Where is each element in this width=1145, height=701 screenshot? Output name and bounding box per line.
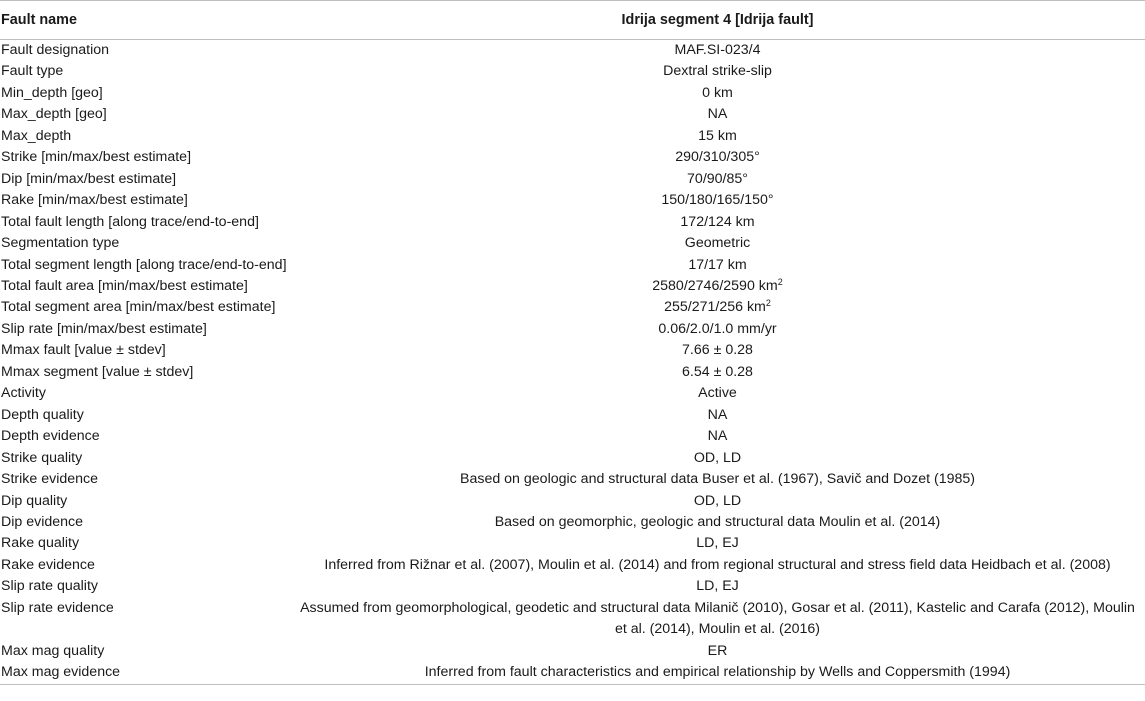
table-row [0, 340, 1145, 361]
row-key: Segmentation type [1, 235, 120, 252]
row-value-text: Based on geologic and structural data Buser et al. (1967), Savič and Dozet (1985) [460, 471, 975, 488]
table-row [0, 169, 1145, 190]
row-value-text: Geometric [684, 235, 751, 252]
row-value [290, 83, 1145, 104]
row-value [290, 576, 1145, 597]
row-value [290, 641, 1145, 662]
row-value-text: 150/180/165/150° [661, 192, 774, 209]
row-key: Rake evidence [1, 556, 95, 573]
row-value-text: 7.66 ± 0.28 [682, 342, 753, 359]
row-value [290, 362, 1145, 383]
row-value-text: NA [707, 106, 728, 123]
row-key: Rake quality [1, 535, 80, 552]
row-value-text: 15 km [698, 127, 737, 144]
row-value [290, 662, 1145, 684]
table-row [0, 555, 1145, 576]
row-key: Strike evidence [1, 471, 98, 488]
table-body [0, 40, 1145, 685]
row-value [290, 147, 1145, 168]
table-row [0, 190, 1145, 211]
table-row [0, 641, 1145, 662]
row-key: Rake [min/max/best estimate] [1, 192, 188, 209]
table-row [0, 233, 1145, 254]
row-value-text: 2580/2746/2590 km [652, 277, 778, 294]
row-key: Max_depth [geo] [1, 106, 107, 123]
row-key: Depth evidence [1, 428, 100, 445]
row-key: Depth quality [1, 406, 84, 423]
table-row [0, 362, 1145, 383]
row-value-text: Active [698, 385, 737, 402]
table-row [0, 212, 1145, 233]
row-value-text: Inferred from fault characteristics and empirical relationship by Wells and Coppersmith (1994) [424, 664, 1011, 681]
row-key: Dip quality [1, 492, 68, 509]
row-key: Slip rate evidence [1, 599, 114, 616]
table-row [0, 491, 1145, 512]
row-value [290, 40, 1145, 62]
table-row [0, 83, 1145, 104]
row-value [290, 276, 1145, 297]
table-row [0, 533, 1145, 554]
row-value [290, 426, 1145, 447]
row-value-text: ER [707, 642, 728, 659]
table-header [0, 1, 1145, 40]
row-value [290, 598, 1145, 641]
row-value [290, 297, 1145, 318]
table-row [0, 469, 1145, 490]
row-key: Mmax segment [value ± stdev] [1, 363, 194, 380]
row-key: Dip [min/max/best estimate] [1, 170, 177, 187]
row-key: Activity [1, 385, 46, 402]
row-value-text: LD, EJ [696, 578, 739, 595]
row-key: Slip rate [min/max/best estimate] [1, 320, 207, 337]
table-row [0, 662, 1145, 684]
row-key: Fault type [1, 63, 64, 80]
table-row [0, 512, 1145, 533]
row-value [290, 448, 1145, 469]
row-key: Total segment area [min/max/best estimate] [1, 299, 276, 316]
row-value [290, 319, 1145, 340]
table-row [0, 576, 1145, 597]
row-value [290, 533, 1145, 554]
row-key: Strike [min/max/best estimate] [1, 149, 192, 166]
table-row [0, 276, 1145, 297]
row-value-text: MAF.SI-023/4 [674, 42, 761, 58]
row-key: Dip evidence [1, 513, 84, 530]
table-row [0, 297, 1145, 318]
row-value [290, 61, 1145, 82]
table-row [0, 255, 1145, 276]
row-value-text: OD, LD [693, 449, 742, 466]
table-row [0, 426, 1145, 447]
row-key: Total fault area [min/max/best estimate] [1, 277, 248, 294]
row-value-text: Inferred from Rižnar et al. (2007), Moulin et al. (2014) and from regional structural and stress field data Heidbach et al. (2008) [324, 556, 1111, 573]
row-value [290, 512, 1145, 533]
table-row [0, 405, 1145, 426]
row-value-text: 6.54 ± 0.28 [682, 363, 753, 380]
row-value [290, 405, 1145, 426]
row-value [290, 104, 1145, 125]
row-value-text: LD, EJ [696, 535, 739, 552]
column-header-fault-name: Fault name [1, 12, 77, 28]
table-row [0, 448, 1145, 469]
row-value-text: Dextral strike-slip [663, 63, 772, 80]
row-value-text: 172/124 km [680, 213, 755, 230]
row-key: Slip rate quality [1, 578, 98, 595]
row-key: Fault designation [1, 42, 110, 58]
row-value-text: Assumed from geomorphological, geodetic and structural data Milanič (2010), Gosar et al. (2011), Kastelic and Carafa (2012), Moulin et al. (2014), Moulin et al. (2016) [300, 599, 1135, 638]
row-value-text: 290/310/305° [675, 149, 760, 166]
unit-superscript: 2 [777, 276, 783, 287]
row-key: Max mag evidence [1, 664, 121, 681]
row-key: Total fault length [along trace/end-to-end] [1, 213, 259, 230]
row-value-text: NA [707, 406, 728, 423]
row-value-text: 17/17 km [688, 256, 747, 273]
row-value-text: 0 km [702, 84, 733, 101]
row-key: Strike quality [1, 449, 83, 466]
table-row [0, 40, 1145, 62]
table-row [0, 126, 1145, 147]
row-value-text: 70/90/85° [687, 170, 748, 187]
row-key: Total segment length [along trace/end-to-end] [1, 256, 287, 273]
table-row [0, 319, 1145, 340]
row-value [290, 212, 1145, 233]
row-value-text: 255/271/256 km [664, 299, 766, 316]
row-value-text: NA [707, 428, 728, 445]
table-row [0, 147, 1145, 168]
row-value [290, 255, 1145, 276]
header-row [0, 1, 1145, 40]
row-value [290, 126, 1145, 147]
column-header-segment: Idrija segment 4 [Idrija fault] [621, 12, 814, 28]
row-value [290, 491, 1145, 512]
table-row [0, 598, 1145, 641]
row-value [290, 190, 1145, 211]
row-value [290, 340, 1145, 361]
row-value [290, 383, 1145, 404]
unit-superscript: 2 [765, 298, 771, 309]
row-key: Max mag quality [1, 642, 105, 659]
row-value [290, 233, 1145, 254]
row-key: Max_depth [1, 127, 72, 144]
row-key: Min_depth [geo] [1, 84, 103, 101]
row-key: Mmax fault [value ± stdev] [1, 342, 166, 359]
table-row [0, 383, 1145, 404]
row-value [290, 555, 1145, 576]
row-value-text: Based on geomorphic, geologic and structural data Moulin et al. (2014) [494, 513, 941, 530]
row-value-text: 0.06/2.0/1.0 mm/yr [658, 320, 777, 337]
row-value [290, 169, 1145, 190]
row-value-text: OD, LD [693, 492, 742, 509]
table-row [0, 104, 1145, 125]
row-value [290, 469, 1145, 490]
table-row [0, 61, 1145, 82]
